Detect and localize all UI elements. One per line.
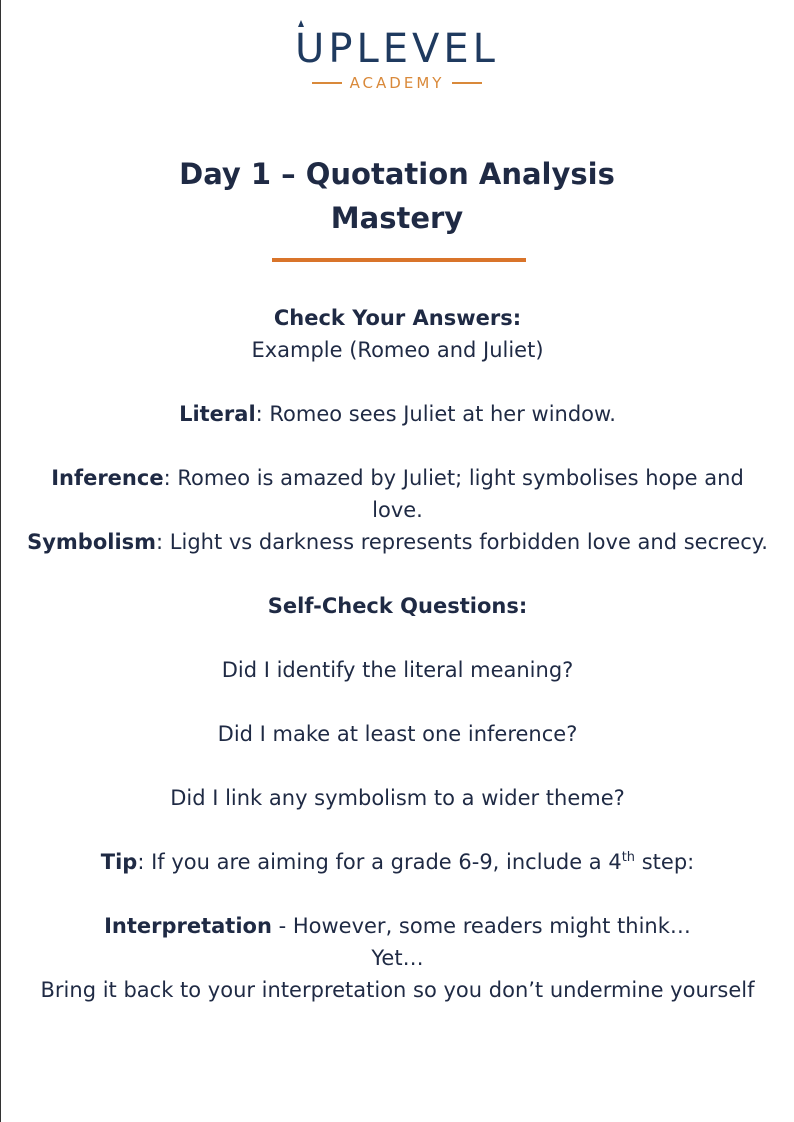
logo-subtitle-row xyxy=(1,74,793,92)
inference-line xyxy=(1,462,794,526)
logo-wordmark xyxy=(295,26,499,72)
tip-superscript: th xyxy=(621,850,636,865)
interpretation-yet: Yet… xyxy=(371,946,424,970)
literal-text: : Romeo sees Juliet at her window. xyxy=(255,402,616,426)
logo-arrow-icon xyxy=(298,20,304,27)
check-answers-heading: Check Your Answers: xyxy=(273,306,522,330)
logo-main-text: UPLEVEL xyxy=(295,26,499,72)
tip-text-after: step: xyxy=(635,850,695,874)
logo-right-line xyxy=(452,82,482,84)
title-line-2: Mastery xyxy=(330,201,464,235)
interpretation-closing: Bring it back to your interpretation so you don’t undermine yourself xyxy=(40,978,755,1002)
logo-subtitle: ACADEMY xyxy=(349,74,445,92)
inference-label: Inference xyxy=(51,466,164,490)
tip-line xyxy=(1,846,794,878)
title-line-1: Day 1 – Quotation Analysis xyxy=(179,157,615,191)
document-body xyxy=(1,302,794,1006)
symbolism-label: Symbolism xyxy=(27,530,157,554)
symbolism-text: : Light vs darkness represents forbidden love and secrecy. xyxy=(156,530,768,554)
self-check-heading: Self-Check Questions: xyxy=(267,594,528,618)
tip-label: Tip xyxy=(100,850,138,874)
title-underline xyxy=(272,258,526,262)
literal-line xyxy=(1,398,794,430)
self-check-question-1: Did I identify the literal meaning? xyxy=(221,658,574,682)
tip-text-before: : If you are aiming for a grade 6-9, include a 4 xyxy=(137,850,622,874)
interpretation-label: Interpretation xyxy=(104,914,272,938)
symbolism-line xyxy=(1,526,794,558)
interpretation-line xyxy=(1,910,794,942)
literal-label: Literal xyxy=(179,402,256,426)
inference-text: : Romeo is amazed by Juliet; light symbolises hope and love. xyxy=(163,466,744,522)
self-check-question-3: Did I link any symbolism to a wider theme? xyxy=(170,786,625,810)
page-title xyxy=(1,152,793,240)
logo-left-line xyxy=(312,82,342,84)
self-check-question-2: Did I make at least one inference? xyxy=(217,722,578,746)
example-line: Example (Romeo and Juliet) xyxy=(251,338,544,362)
interpretation-text: - However, some readers might think… xyxy=(271,914,691,938)
uplevel-academy-logo xyxy=(1,26,793,92)
